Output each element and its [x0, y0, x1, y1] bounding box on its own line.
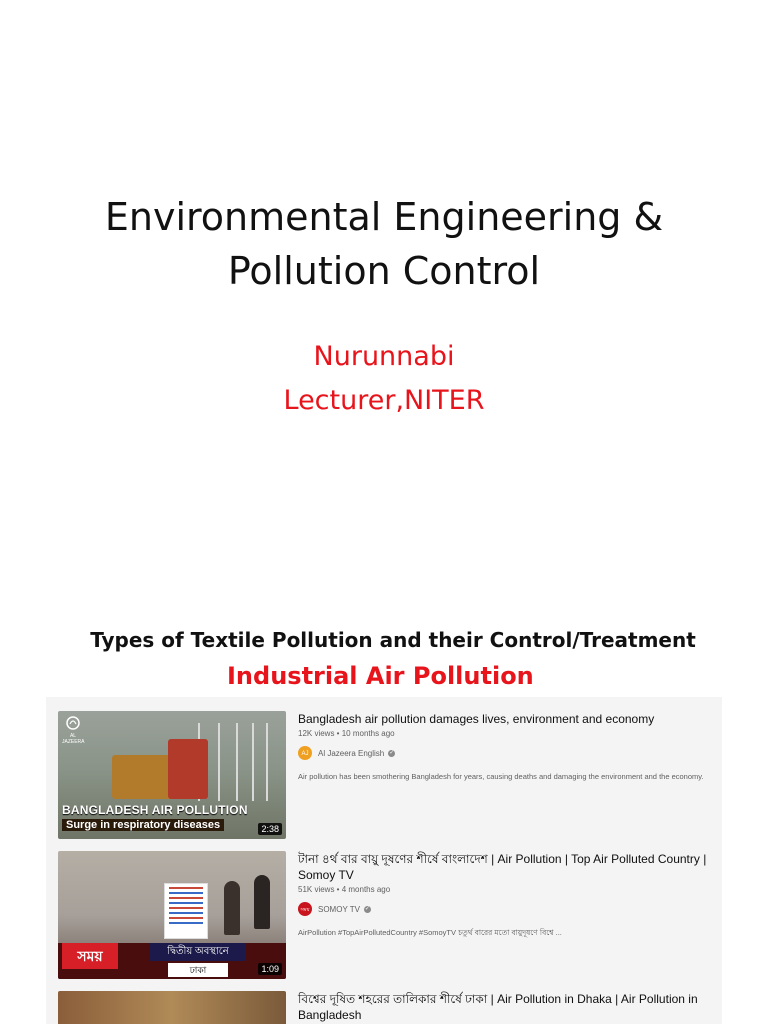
video-title[interactable]: টানা ৪র্থ বার বায়ু দূষণের শীর্ষে বাংলাদেশ | Air Pollution | Top Air Polluted Country | Somoy TV [298, 852, 707, 882]
slide-title-line-2: Pollution Control [227, 249, 541, 293]
video-thumbnail[interactable] [58, 711, 286, 839]
section-title: Industrial Air Pollution [227, 662, 534, 690]
subheading: Types of Textile Pollution and their Control/Treatment [90, 628, 696, 652]
aljazeera-logo-icon [62, 715, 84, 745]
thumb-subcaption: ঢাকা [168, 963, 228, 977]
slide-title-line-1: Environmental Engineering & [104, 195, 664, 239]
video-duration: 1:09 [258, 963, 282, 975]
channel-row[interactable] [298, 746, 718, 760]
channel-name[interactable]: Al Jazeera English [318, 748, 385, 758]
video-title[interactable]: Bangladesh air pollution damages lives, environment and economy [298, 712, 655, 726]
video-title[interactable]: বিশ্বের দূষিত শহরের তালিকার শীর্ষে ঢাকা | Air Pollution in Dhaka | Air Pollution in Bangladesh [298, 992, 698, 1022]
truck-cab-image [168, 739, 208, 799]
video-description: AirPollution #TopAirPollutedCountry #SomoyTV চতুর্থ বারের মতো বায়ুদূষণে বিশ্বে ... [298, 928, 562, 937]
verified-icon: ✓ [389, 749, 395, 756]
video-duration: 2:38 [258, 823, 282, 835]
thumb-subcaption: Surge in respiratory diseases [62, 819, 224, 831]
channel-row[interactable] [298, 902, 718, 916]
slide-title [0, 190, 768, 298]
video-stats: 12K views • 10 months ago [298, 729, 395, 738]
channel-avatar-text: সময় [300, 907, 310, 913]
video-meta [298, 991, 718, 1023]
channel-name[interactable]: SOMOY TV [318, 904, 360, 914]
somoy-logo-icon: সময় [62, 943, 118, 969]
video-stats: 51K views • 4 months ago [298, 885, 391, 894]
aljazeera-avatar-icon [298, 746, 312, 760]
author-role: Lecturer,NITER [283, 385, 485, 416]
somoy-avatar-icon [298, 902, 312, 916]
person-image [224, 881, 240, 935]
author-block [0, 335, 768, 423]
ranking-chart-image [164, 883, 208, 939]
channel-avatar-text: AJ [301, 751, 309, 757]
video-meta [298, 711, 718, 781]
person-image [254, 875, 270, 929]
video-thumbnail[interactable] [58, 991, 286, 1024]
author-name: Nurunnabi [313, 341, 455, 372]
video-thumbnail[interactable] [58, 851, 286, 979]
thumb-caption: দ্বিতীয় অবস্থানে [150, 943, 246, 961]
video-meta [298, 851, 718, 940]
thumb-caption: BANGLADESH AIR POLLUTION [62, 803, 248, 817]
verified-icon: ✓ [364, 905, 370, 912]
thumb-logo-text: AL JAZEERA [62, 733, 85, 745]
video-description: Air pollution has been smothering Bangladesh for years, causing deaths and damaging the environment and the economy. [298, 772, 704, 781]
video-results-panel [46, 697, 722, 1024]
